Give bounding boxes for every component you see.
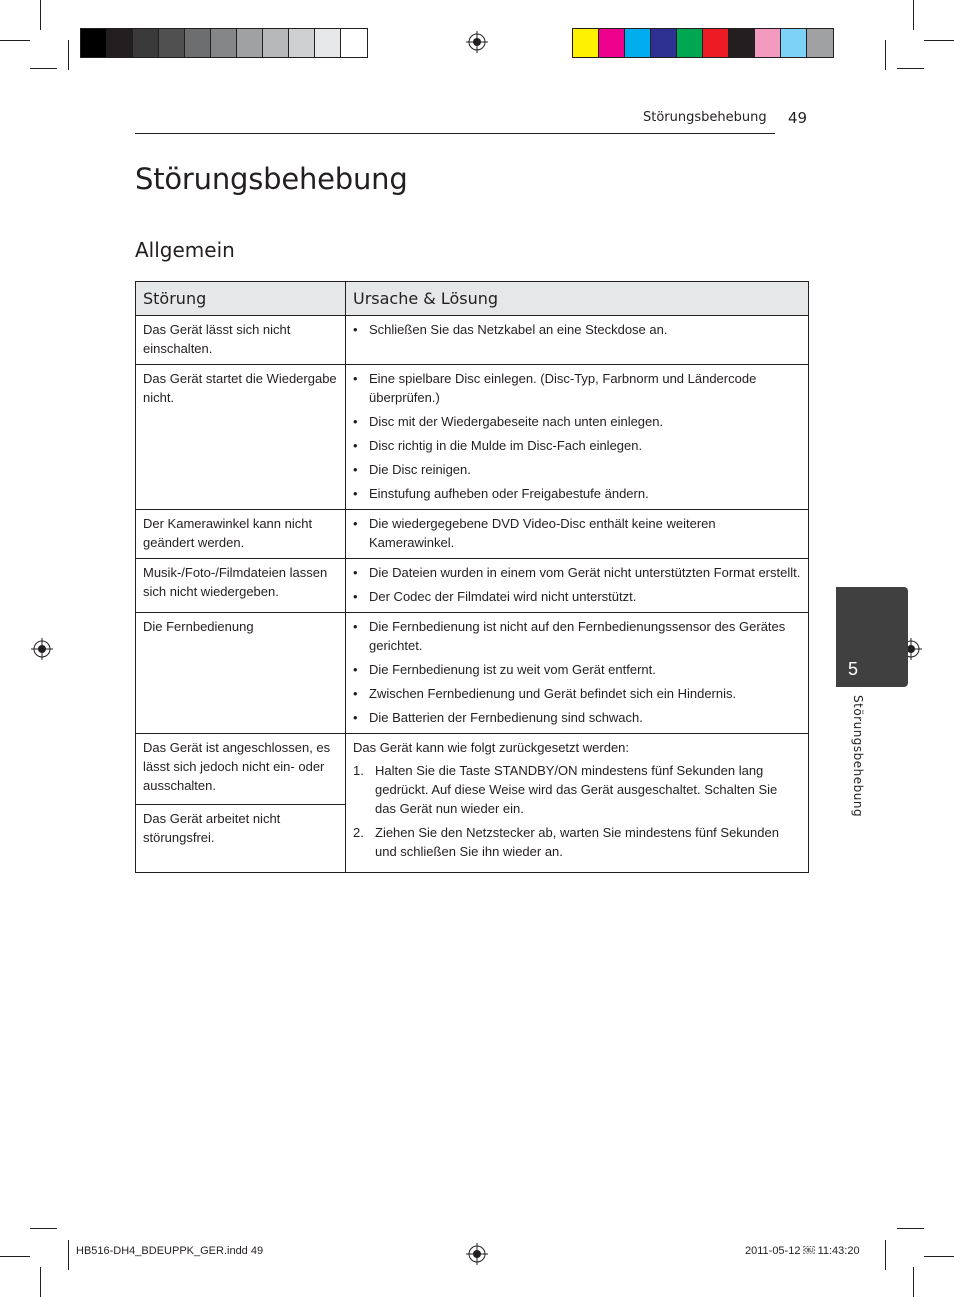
solution-item: • Die wiedergegebene DVD Video-Disc enthält keine weiteren Kamerawinkel. xyxy=(353,514,801,552)
problem-cell: Das Gerät startet die Wiedergabe nicht. xyxy=(136,365,346,510)
color-swatch xyxy=(755,29,781,57)
crop-mark xyxy=(40,1267,41,1297)
crop-mark xyxy=(68,40,69,70)
color-swatch xyxy=(211,29,237,57)
crop-mark xyxy=(913,1267,914,1297)
registration-mark-icon xyxy=(31,638,53,660)
grayscale-bar xyxy=(80,28,368,58)
table-row xyxy=(136,510,809,559)
color-swatch xyxy=(677,29,703,57)
color-swatch xyxy=(341,29,367,57)
column-header-problem: Störung xyxy=(136,282,346,316)
solution-item: • Disc mit der Wiedergabeseite nach unten einlegen. xyxy=(353,412,801,431)
crop-mark xyxy=(897,1228,924,1229)
color-bar xyxy=(572,28,834,58)
step-text: Halten Sie die Taste STANDBY/ON mindestens fünf Sekunden lang gedrückt. Auf diese Weise wird das Gerät ausgeschaltet. Schalten Sie das Gerät nun wieder ein. xyxy=(375,763,778,816)
color-swatch xyxy=(729,29,755,57)
color-swatch xyxy=(625,29,651,57)
crop-mark xyxy=(68,1240,69,1270)
problem-cell: Die Fernbedienung xyxy=(136,613,346,734)
problem-cell: Das Gerät lässt sich nicht einschalten. xyxy=(136,316,346,365)
crop-mark xyxy=(924,1256,954,1257)
reset-intro: Das Gerät kann wie folgt zurückgesetzt werden: xyxy=(353,740,630,755)
registration-mark-icon xyxy=(466,31,488,53)
chapter-label: Störungsbehebung xyxy=(851,695,865,818)
crop-mark xyxy=(0,40,30,41)
slug-filename: HB516-DH4_BDEUPPK_GER.indd 49 xyxy=(76,1245,264,1257)
solution-item: • Die Fernbedienung ist nicht auf den Fernbedienungssensor des Gerätes gerichtet. xyxy=(353,617,801,655)
color-swatch xyxy=(133,29,159,57)
problem-cell: Der Kamerawinkel kann nicht geändert werden. xyxy=(136,510,346,559)
header-rule xyxy=(135,133,775,134)
solution-item: • Die Disc reinigen. xyxy=(353,460,801,479)
step-number: 2. xyxy=(353,825,364,840)
table-row xyxy=(136,365,809,510)
color-swatch xyxy=(315,29,341,57)
crop-mark xyxy=(885,1240,886,1270)
solution-cell xyxy=(346,559,809,613)
solution-item: • Schließen Sie das Netzkabel an eine Steckdose an. xyxy=(353,320,801,339)
table-row xyxy=(136,559,809,613)
solution-item: • Die Batterien der Fernbedienung sind schwach. xyxy=(353,708,801,727)
color-swatch xyxy=(289,29,315,57)
color-swatch xyxy=(651,29,677,57)
step-text: Ziehen Sie den Netzstecker ab, warten Sie mindestens fünf Sekunden und schließen Sie ihn wieder an. xyxy=(375,825,779,859)
crop-mark xyxy=(924,40,954,41)
color-swatch xyxy=(237,29,263,57)
problem-cell: Musik-/Foto-/Filmdateien lassen sich nicht wiedergeben. xyxy=(136,559,346,613)
color-swatch xyxy=(807,29,833,57)
crop-mark xyxy=(885,40,886,70)
solution-item: • Die Dateien wurden in einem vom Gerät nicht unterstützten Format erstellt. xyxy=(353,563,801,582)
solution-cell xyxy=(346,613,809,734)
table-row xyxy=(136,316,809,365)
table-row xyxy=(136,734,809,805)
color-swatch xyxy=(573,29,599,57)
solution-item: • Die Fernbedienung ist zu weit vom Gerät entfernt. xyxy=(353,660,801,679)
solution-cell xyxy=(346,365,809,510)
crop-mark xyxy=(30,68,57,69)
step-number: 1. xyxy=(353,763,364,778)
color-swatch xyxy=(107,29,133,57)
color-swatch xyxy=(781,29,807,57)
crop-mark xyxy=(913,0,914,30)
color-swatch xyxy=(81,29,107,57)
solution-cell xyxy=(346,734,809,873)
crop-mark xyxy=(30,1228,57,1229)
color-swatch xyxy=(599,29,625,57)
page-number: 49 xyxy=(788,109,808,127)
color-swatch xyxy=(159,29,185,57)
page-title: Störungsbehebung xyxy=(135,162,408,196)
chapter-number: 5 xyxy=(848,659,859,679)
reset-step xyxy=(353,761,801,818)
crop-mark xyxy=(897,68,924,69)
solution-item: • Disc richtig in die Mulde im Disc-Fach einlegen. xyxy=(353,436,801,455)
solution-item: • Eine spielbare Disc einlegen. (Disc-Typ, Farbnorm und Ländercode überprüfen.) xyxy=(353,369,801,407)
solution-item: • Einstufung aufheben oder Freigabestufe ändern. xyxy=(353,484,801,503)
color-swatch xyxy=(263,29,289,57)
reset-step xyxy=(353,823,801,861)
troubleshooting-table xyxy=(135,281,809,873)
running-header-title: Störungsbehebung xyxy=(643,110,767,125)
problem-cell: Das Gerät arbeitet nicht störungsfrei. xyxy=(136,804,346,872)
problem-cell: Das Gerät ist angeschlossen, es lässt sich jedoch nicht ein- oder ausschalten. xyxy=(136,734,346,805)
crop-mark xyxy=(0,1256,30,1257)
slug-timestamp: 2011-05-12 ￼ 11:43:20 xyxy=(745,1245,860,1257)
table-header-row xyxy=(136,282,809,316)
solution-item: • Der Codec der Filmdatei wird nicht unterstützt. xyxy=(353,587,801,606)
color-swatch xyxy=(703,29,729,57)
crop-mark xyxy=(40,0,41,30)
solution-cell xyxy=(346,510,809,559)
registration-mark-icon xyxy=(466,1243,488,1265)
color-swatch xyxy=(185,29,211,57)
table-row xyxy=(136,613,809,734)
column-header-solution: Ursache & Lösung xyxy=(346,282,809,316)
section-title: Allgemein xyxy=(135,238,235,262)
chapter-tab xyxy=(836,587,908,687)
solution-item: • Zwischen Fernbedienung und Gerät befindet sich ein Hindernis. xyxy=(353,684,801,703)
solution-cell xyxy=(346,316,809,365)
